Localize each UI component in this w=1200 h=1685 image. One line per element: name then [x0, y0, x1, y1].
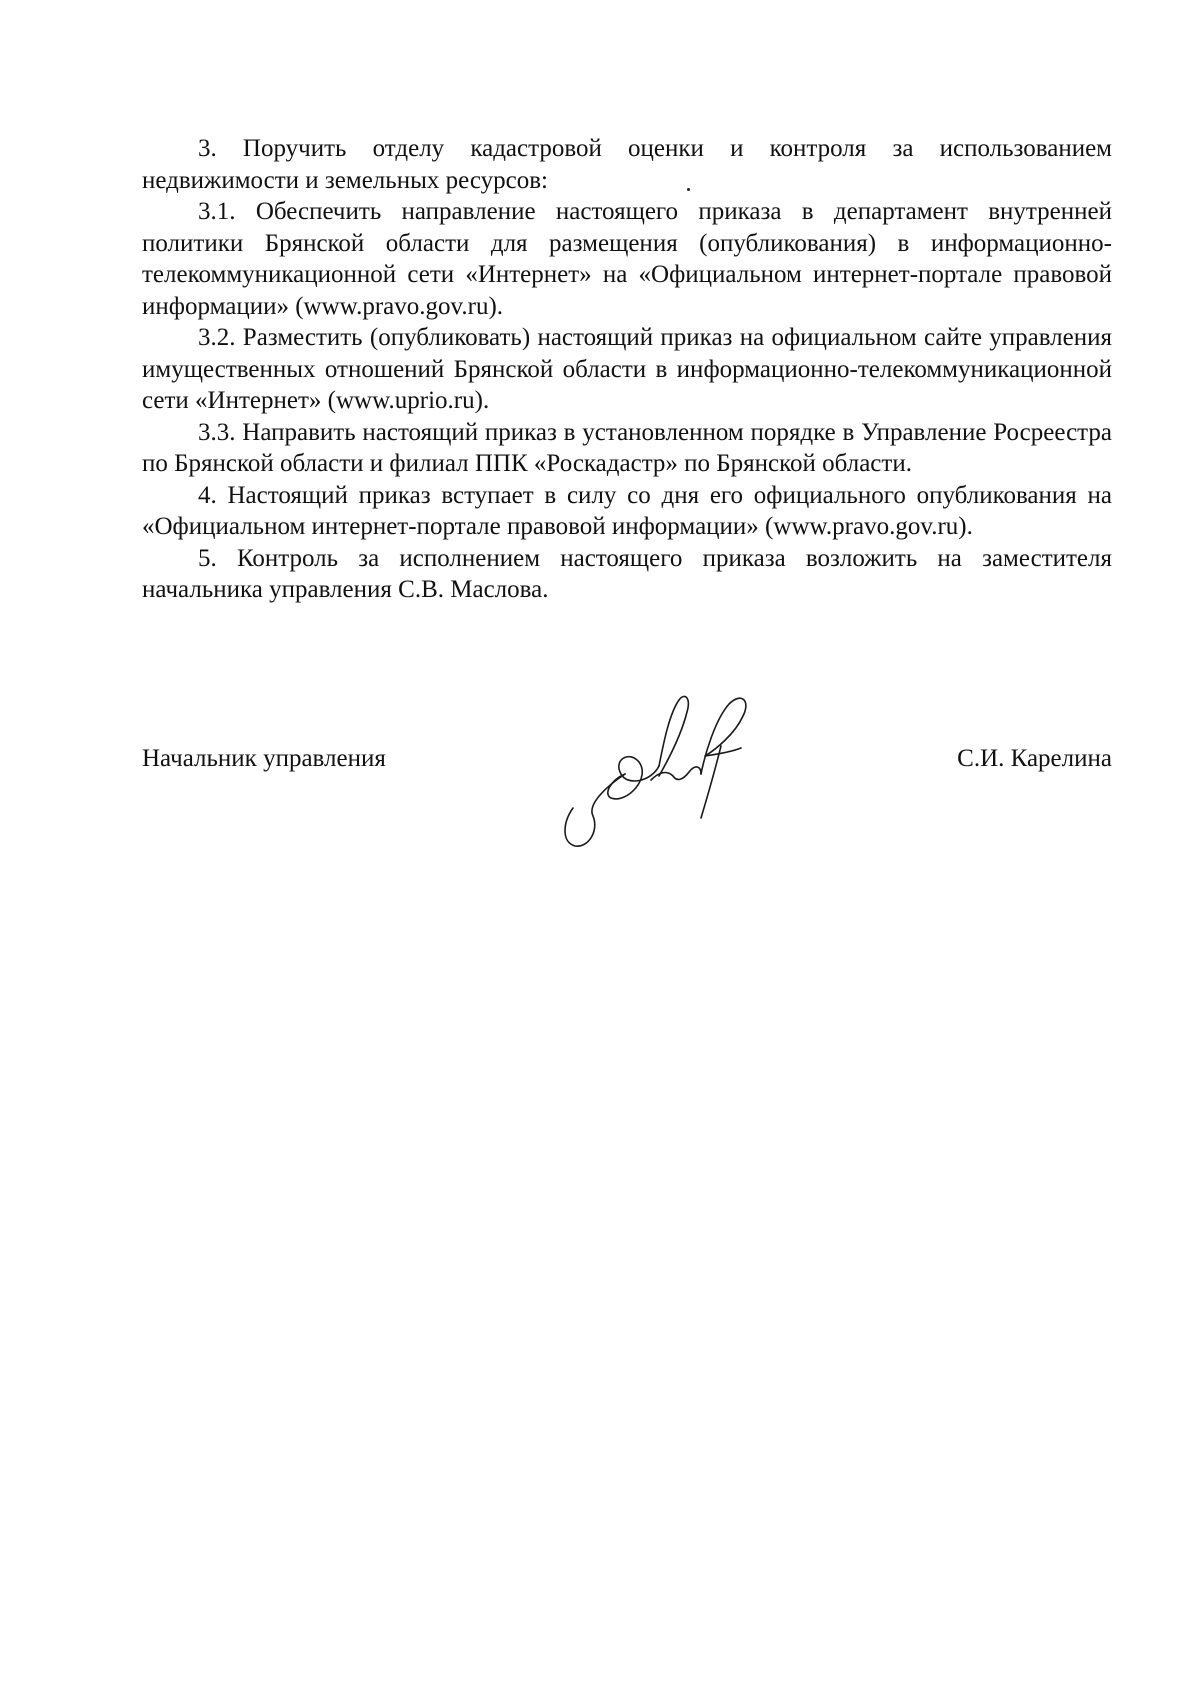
paragraph-item-3-3: 3.3. Направить настоящий приказ в установленном порядке в Управление Росреестра по Брянской области и филиал ППК «Роскадастр» по Брянской области. [142, 418, 1112, 477]
handwritten-signature-icon [555, 690, 765, 850]
paragraph-item-3-1: 3.1. Обеспечить направление настоящего приказа в департамент внутренней политики Брянской области для размещения (опубликования) в информационно-телекоммуникационной сети «Интернет» на «Официальном интернет-портале правовой информации» (www.pravo.gov.ru). [142, 198, 1112, 320]
paragraph-item-5: 5. Контроль за исполнением настоящего приказа возложить на заместителя начальника управления С.В. Маслова. [142, 544, 1112, 603]
signatory-name: С.И. Карелина [957, 745, 1112, 772]
paragraph-item-3-2: 3.2. Разместить (опубликовать) настоящий приказ на официальном сайте управления имущественных отношений Брянской области в информационно-телекоммуникационной сети «Интернет» (www.uprio.ru). [142, 324, 1112, 414]
signatory-title: Начальник управления [142, 745, 386, 772]
document-body [142, 133, 1112, 606]
paragraph-item-4: 4. Настоящий приказ вступает в силу со дня его официального опубликования на «Официальном интернет-портале правовой информации» (www.pravo.gov.ru). [142, 481, 1112, 540]
scan-artifact-dot [687, 188, 690, 191]
paragraph-item-3: 3. Поручить отделу кадастровой оценки и контроля за использованием недвижимости и земельных ресурсов: [142, 135, 1112, 194]
